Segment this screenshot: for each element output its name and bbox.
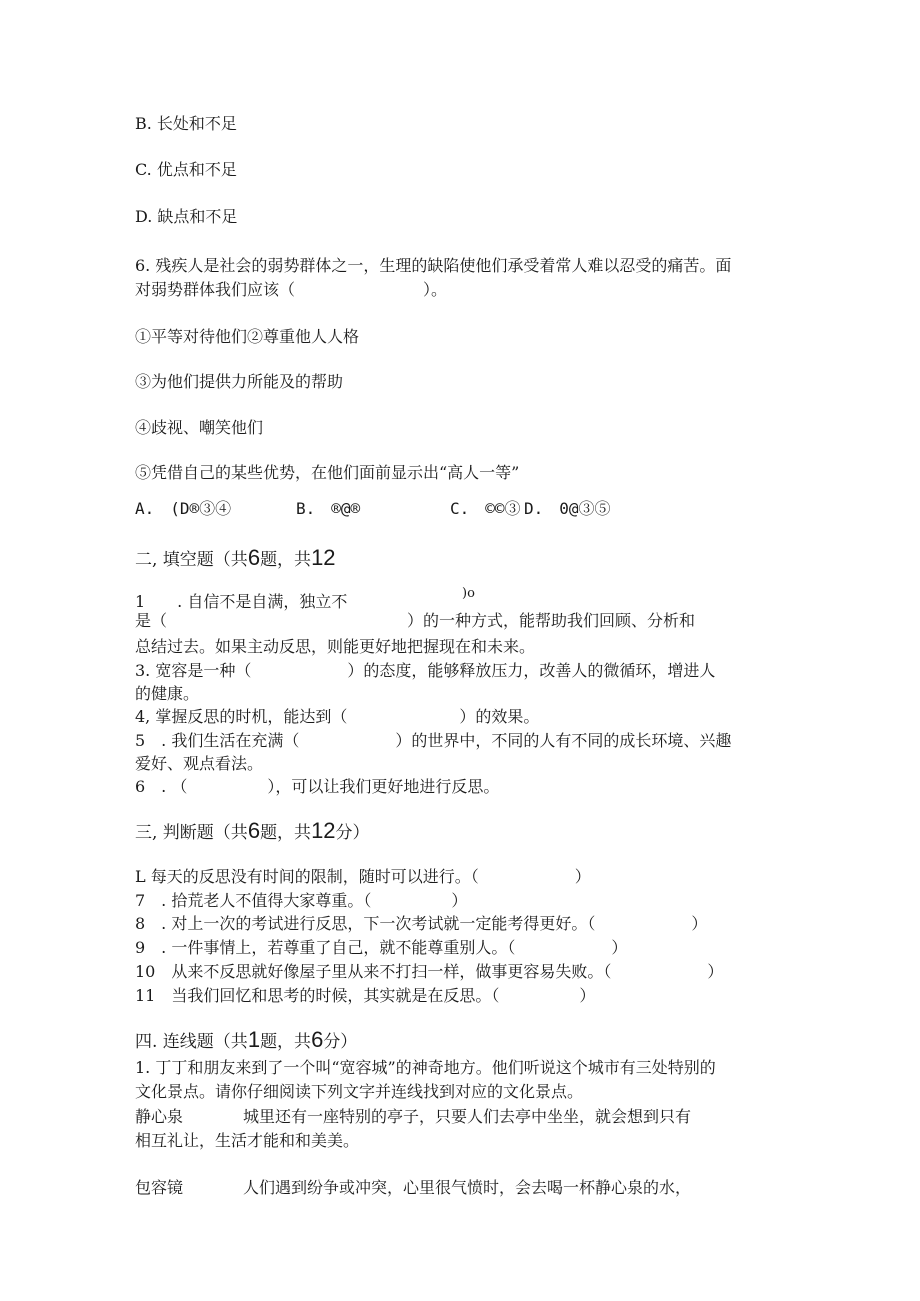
fill-q3-line1: 3. 宽容是一种（ ）的态度，能够释放压力，改善人的微循环，增进人 <box>135 661 716 680</box>
fill-q6: 6 . （ ），可以让我们更好地进行反思。 <box>135 777 500 796</box>
judge-item: 7 . 拾荒老人不值得大家尊重。（ ） <box>135 891 468 910</box>
option-b: B. 长处和不足 <box>135 114 237 133</box>
fill-q1-line1: 1 . 自信不是自满，独立不 <box>135 592 348 611</box>
match-right-item: 人们遇到纷争或冲突，心里很气愤时，会去喝一杯静心泉的水， <box>243 1178 692 1197</box>
match-intro-line1: 1. 丁丁和朋友来到了一个叫“宽容城”的神奇地方。他们听说这个城市有三处特别的 <box>135 1058 716 1077</box>
judge-item: 8 . 对上一次的考试进行反思，下一次考试就一定能考得更好。（ ） <box>135 914 708 933</box>
fill-q3-line2: 的健康。 <box>135 684 200 703</box>
fill-q1-line3: 总结过去。如果主动反思，则能更好地把握现在和未来。 <box>135 637 536 656</box>
q6-stem-line1: 6. 残疾人是社会的弱势群体之一，生理的缺陷使他们承受着常人难以忍受的痛苦。面 <box>135 256 732 275</box>
fill-q1-line2: 是（ ）的一种方式，能帮助我们回顾、分析和 <box>135 611 696 630</box>
q6-item-3: ④歧视、嘲笑他们 <box>135 418 264 437</box>
match-intro-line2: 文化景点。请你仔细阅读下列文字并连线找到对应的文化景点。 <box>135 1082 584 1101</box>
match-left-item: 包容镜 <box>135 1178 184 1197</box>
judge-item: 9 . 一件事情上，若尊重了自己，就不能尊重别人。（ ） <box>135 938 628 957</box>
q6-option-d: D. 0@③⑤ <box>524 499 611 518</box>
match-right-item: 城里还有一座特别的亭子，只要人们去亭中坐坐，就会想到只有 <box>243 1107 692 1126</box>
q6-option-c: C. ©©③ <box>450 499 521 518</box>
fill-q5-line2: 爱好、观点看法。 <box>135 754 264 773</box>
section-4-title: 四. 连线题（共1题，共6分） <box>135 1027 358 1052</box>
judge-item: 11 当我们回忆和思考的时候，其实就是在反思。（ ） <box>135 986 596 1005</box>
judge-item: 10 从来不反思就好像屋子里从来不打扫一样，做事更容易失败。（ ） <box>135 962 724 981</box>
q6-option-b: B. ®@® <box>296 499 361 518</box>
q6-stem-line2: 对弱势群体我们应该（ ）。 <box>135 280 448 299</box>
match-left-item: 静心泉 <box>135 1107 184 1126</box>
section-3-title: 三, 判断题（共6题，共12分） <box>135 818 370 843</box>
match-right-item-cont: 相互礼让，生活才能和和美美。 <box>135 1131 360 1150</box>
q6-item-1: ①平等对待他们②尊重他人人格 <box>135 327 360 346</box>
q6-option-a: A. (D®③④ <box>135 499 232 518</box>
option-c: C. 优点和不足 <box>135 160 237 179</box>
fill-q5-line1: 5 . 我们生活在充满（ ）的世界中，不同的人有不同的成长环境、兴趣 <box>135 731 732 750</box>
judge-item: L 每天的反思没有时间的限制，随时可以进行。（ ） <box>135 867 591 886</box>
stray-mark: )o <box>462 586 475 601</box>
q6-item-4: ⑤凭借自己的某些优势，在他们面前显示出“高人一等” <box>135 463 520 482</box>
option-d: D. 缺点和不足 <box>135 207 238 226</box>
q6-item-2: ③为他们提供力所能及的帮助 <box>135 372 344 391</box>
section-2-title: 二, 填空题（共6题，共12 <box>135 545 336 570</box>
fill-q4: 4, 掌握反思的时机，能达到（ ）的效果。 <box>135 707 540 726</box>
